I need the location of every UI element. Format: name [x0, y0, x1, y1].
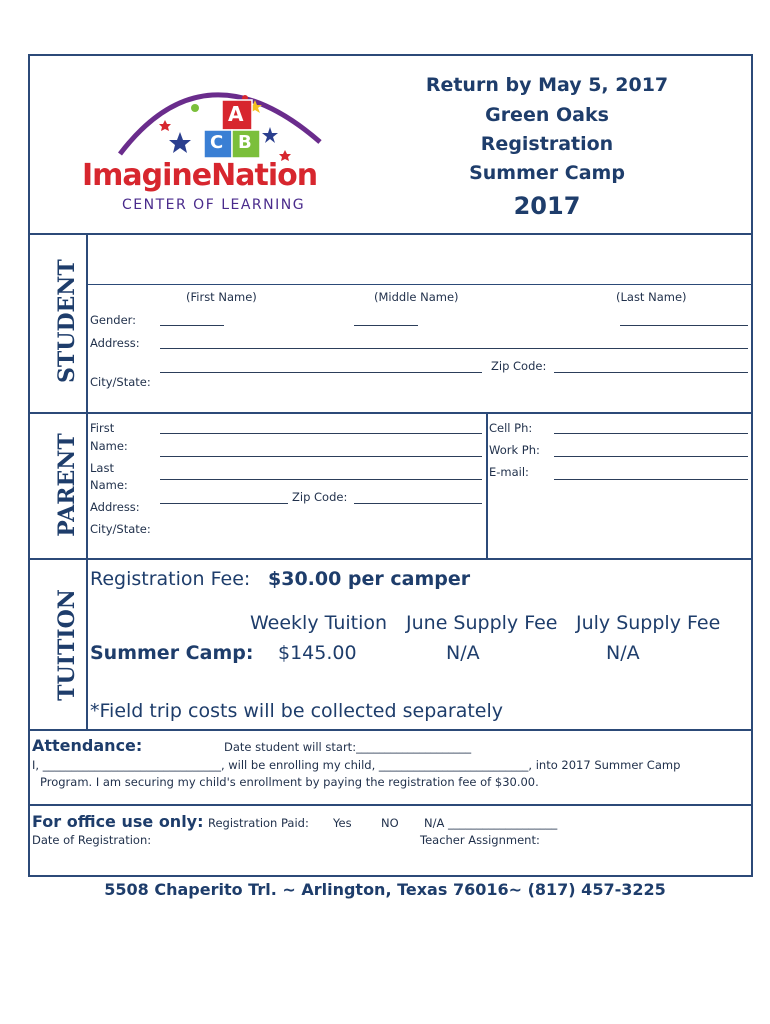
divider-attendance	[28, 804, 753, 806]
gender-last-field[interactable]	[620, 325, 748, 326]
parent-section-label: PARENT	[54, 433, 80, 537]
last-name-caption: (Last Name)	[616, 290, 687, 304]
parent-address-label: Address:	[90, 500, 140, 514]
student-section-label: STUDENT	[54, 259, 80, 383]
student-name-row-line	[87, 284, 753, 285]
gender-first-field[interactable]	[160, 325, 224, 326]
divider-student	[28, 412, 753, 414]
cell-phone-label: Cell Ph:	[489, 421, 533, 435]
logo-block-c: C	[210, 132, 224, 153]
parent-address-field[interactable]	[160, 503, 288, 504]
registration-fee-label: Registration Fee:	[90, 568, 251, 590]
work-phone-field[interactable]	[554, 456, 748, 457]
paid-yes-option[interactable]: Yes	[333, 816, 352, 830]
enrollment-statement-line1[interactable]: I, _______________________________, will be enrolling my child, __________________________, into 2017 Summer Camp	[32, 758, 681, 772]
middle-name-caption: (Middle Name)	[374, 290, 459, 304]
work-phone-label: Work Ph:	[489, 443, 540, 457]
gender-middle-field[interactable]	[354, 325, 418, 326]
office-use-heading: For office use only:	[32, 812, 204, 831]
divider-header	[28, 233, 753, 235]
registration-fee-value: $30.00 per camper	[268, 568, 471, 590]
paid-na-option[interactable]: N/A ___________________	[424, 816, 558, 830]
divider-parent	[28, 558, 753, 560]
start-date-line[interactable]: Date student will start:____________________	[224, 740, 472, 754]
program-year: 2017	[513, 192, 581, 220]
footer-address: 5508 Chaperito Trl. ~ Arlington, Texas 76016~ (817) 457-3225	[104, 880, 666, 899]
parent-first-name-label: Name:	[90, 439, 128, 453]
weekly-tuition-value: $145.00	[278, 642, 357, 664]
attendance-heading: Attendance:	[32, 736, 143, 755]
parent-last-label: Last	[90, 461, 114, 475]
summer-camp-label: Summer Camp:	[90, 642, 254, 664]
student-zip-field[interactable]	[554, 372, 748, 373]
logo-block-b: B	[238, 132, 252, 153]
logo-tagline: CENTER OF LEARNING	[122, 197, 306, 213]
june-supply-value: N/A	[446, 642, 480, 664]
student-address-field[interactable]	[160, 348, 748, 349]
student-city-state-label: City/State:	[90, 375, 151, 389]
parent-first-label: First	[90, 421, 115, 435]
parent-zip-label: Zip Code:	[292, 490, 348, 504]
parent-first-name-line2-field[interactable]	[160, 456, 482, 457]
parent-column-divider	[486, 412, 488, 558]
return-by-date: Return by May 5, 2017	[425, 74, 669, 96]
email-label: E-mail:	[489, 465, 529, 479]
parent-last-name-label: Name:	[90, 478, 128, 492]
date-of-registration-label: Date of Registration:	[32, 833, 152, 847]
first-name-caption: (First Name)	[186, 290, 257, 304]
parent-city-state-label: City/State:	[90, 522, 151, 536]
student-address-label: Address:	[90, 336, 140, 350]
logo-block-a: A	[228, 102, 244, 126]
email-field[interactable]	[554, 479, 748, 480]
july-supply-header: July Supply Fee	[576, 612, 721, 634]
tuition-section-label: TUITION	[54, 589, 80, 701]
registration-paid-label: Registration Paid:	[208, 816, 309, 830]
logo-brand: ImagineNation	[82, 158, 318, 193]
july-supply-value: N/A	[606, 642, 640, 664]
parent-first-name-field[interactable]	[160, 433, 482, 434]
student-address-line2-field[interactable]	[160, 372, 482, 373]
logo	[80, 62, 370, 222]
enrollment-statement-line2: Program. I am securing my child's enrollment by paying the registration fee of $30.00.	[40, 775, 539, 789]
program-name: Summer Camp	[469, 162, 625, 184]
gender-label: Gender:	[90, 313, 137, 327]
student-zip-label: Zip Code:	[491, 359, 547, 373]
teacher-assignment-label: Teacher Assignment:	[420, 833, 540, 847]
weekly-tuition-header: Weekly Tuition	[250, 612, 388, 634]
june-supply-header: June Supply Fee	[406, 612, 558, 634]
cell-phone-field[interactable]	[554, 433, 748, 434]
parent-zip-field[interactable]	[354, 503, 482, 504]
parent-last-name-field[interactable]	[160, 479, 482, 480]
divider-tuition	[28, 729, 753, 731]
side-label-column-divider	[86, 233, 88, 729]
location-name: Green Oaks	[485, 104, 609, 126]
form-title: Registration	[480, 133, 614, 155]
field-trip-note: *Field trip costs will be collected separately	[90, 700, 504, 722]
paid-no-option[interactable]: NO	[381, 816, 399, 830]
